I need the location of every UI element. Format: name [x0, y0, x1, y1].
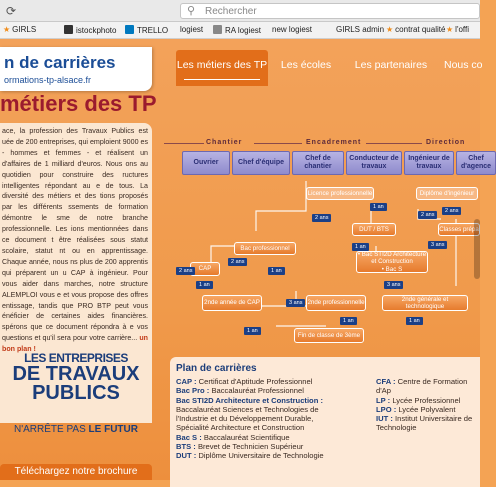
legend-entry — [176, 386, 334, 395]
nav-ecoles[interactable]: Les écoles — [280, 59, 332, 71]
box-2nde-pro[interactable]: 2nde professionnelle — [306, 295, 366, 311]
legend-entry — [176, 442, 334, 451]
legend-text: Baccalauréat Professionnel — [211, 386, 304, 396]
legend-text: Baccalauréat Sciences et Technologies de l'Industrie et du Développement Durable, Spécialité Architecture et Construction — [176, 404, 319, 433]
legend-text: Diplôme Universitaire de Technologie — [198, 451, 324, 461]
box-diplome-ingenieur[interactable]: Diplôme d'ingénieur — [416, 187, 478, 200]
logo-title: n de carrières — [4, 53, 116, 72]
intro-line: sme de notre branche professionnelle. Les — [2, 214, 148, 234]
legend-entry — [176, 396, 334, 433]
browser-toolbar — [0, 0, 480, 22]
legend-title: Plan de carrières — [176, 363, 257, 374]
bookmark-trello[interactable]: TRELLO — [125, 25, 168, 35]
header-direction: Direction — [426, 139, 466, 146]
box-classes-prepa[interactable]: Classes prépa — [438, 223, 480, 236]
intro-line: marches, notre structure ALEMPLOI vous — [2, 279, 148, 299]
intro-line: carrière... — [107, 334, 140, 343]
intro-line: ructures intelligentes répondant au — [2, 170, 148, 190]
intro-line: ions mentionnées dans ce document — [2, 225, 148, 245]
site-logo[interactable] — [0, 47, 152, 91]
career-diagram — [156, 91, 492, 343]
legend-text: Institut Universitaire de Technologie — [376, 414, 473, 433]
duration-badge: 1 an — [352, 243, 369, 251]
duration-badge: 1 an — [196, 281, 213, 289]
duration-badge: 2 ans — [228, 258, 247, 266]
duration-badge: 1 an — [340, 317, 357, 325]
legend-abbr: CAP : — [176, 377, 199, 386]
bookmarks-bar — [0, 22, 480, 39]
brand-line-3: PUBLICS — [32, 382, 120, 404]
legend-entry — [376, 414, 480, 433]
star-icon: ★ — [446, 25, 454, 34]
legend-entry — [176, 377, 334, 386]
legend-right-column — [376, 377, 480, 433]
intro-line: d'affaires de 1 milliard d'euros. Nous — [2, 159, 126, 168]
nav-metiers[interactable]: Les métiers des TP — [176, 50, 268, 86]
job-chef-equipe[interactable]: Chef d'équipe — [232, 151, 290, 175]
legend-abbr: IUT : — [376, 414, 395, 424]
bookmark-ra-logiest[interactable]: RA logiest — [213, 25, 261, 35]
box-2nde-cap[interactable]: 2nde année de CAP — [202, 295, 262, 311]
download-brochure-button[interactable]: Téléchargez notre brochure — [0, 464, 152, 480]
page-title: métiers des TP — [0, 91, 157, 116]
legend-text: Baccalauréat Scientifique — [203, 432, 290, 442]
intro-line: u CAP à ingénieur. Pour vous aider dans — [2, 268, 148, 288]
duration-badge: 3 ans — [384, 281, 403, 289]
intro-line: spérons que ce document répondra à — [2, 323, 130, 332]
brand-slogan: N'ARRÊTE PAS LE FUTUR — [14, 424, 138, 435]
main-nav — [176, 50, 483, 86]
duration-badge: 1 an — [244, 327, 261, 335]
legend-abbr: BTS : — [176, 442, 198, 452]
box-licence-pro[interactable]: Licence professionnelle — [306, 187, 374, 200]
intro-line: ssements de formation démontre le — [2, 203, 148, 223]
legend-entry — [376, 405, 480, 414]
intro-line: ons au quotidien pour construire des — [2, 159, 148, 179]
career-legend — [170, 357, 480, 487]
duration-badge: 1 an — [406, 317, 423, 325]
intro-highlight: un bon plan ! — [2, 334, 148, 354]
intro-text — [2, 126, 148, 355]
intro-line: t être réalisées sous statut scolaire, statut — [2, 236, 148, 255]
intro-line: e et vous propose des offres — [57, 290, 148, 299]
legend-left-column — [176, 377, 334, 461]
legend-entry — [376, 396, 480, 405]
job-conducteur-travaux[interactable]: Conducteur de travaux — [346, 151, 402, 175]
brand-line-1: LES ENTREPRISES — [24, 351, 128, 365]
duration-badge: 2 ans — [418, 211, 437, 219]
legend-text: Centre de Formation d'Ap — [376, 377, 468, 396]
legend-abbr: LP : — [376, 395, 393, 405]
intro-line: uée de 200 entreprises, qui emploient 9000 — [2, 137, 141, 146]
duration-badge: 2 ans — [312, 214, 331, 222]
page-content — [0, 39, 492, 480]
brand-line-2: DE TRAVAUX — [12, 363, 140, 385]
search-icon: ⚲ — [187, 5, 196, 17]
intro-line: ace, la profession des Travaux Publics est — [2, 127, 148, 135]
bookmark-istockphoto[interactable]: istockphoto — [64, 25, 116, 35]
bookmark-girls-admin[interactable]: GIRLS admin — [336, 25, 385, 34]
page-icon — [213, 25, 222, 34]
intro-line: tions proposés par les différents — [2, 192, 148, 212]
intro-line: nt ou en apprentissage. Chaque année, nous — [2, 246, 148, 266]
intro-line: es - hommes et femmes - et réalisent un — [2, 137, 148, 157]
duration-badge: 3 ans — [428, 241, 447, 249]
nav-contact[interactable]: Nous co — [444, 59, 483, 71]
bookmark-contrat-qualite[interactable]: ★ contrat qualité — [386, 25, 446, 34]
box-cap[interactable]: CAP — [190, 262, 220, 276]
bookmark-girls[interactable]: ★ GIRLS — [3, 25, 37, 34]
header-chantier: Chantier — [206, 139, 243, 146]
job-chef-chantier[interactable]: Chef de chantier — [292, 151, 344, 175]
logo-url: ormations-tp-alsace.fr — [4, 75, 92, 85]
legend-text: Certificat d'Aptitude Professionnel — [198, 377, 313, 386]
duration-badge: 2 ans — [442, 207, 461, 215]
legend-entry — [376, 377, 480, 396]
legend-abbr: Bac STI2D Architecture et Construction : — [176, 395, 323, 405]
nav-partenaires[interactable]: Les partenaires — [354, 59, 428, 71]
intro-line: e de tous. La diversité des métiers et des — [2, 181, 148, 201]
box-dut-bts[interactable]: DUT / BTS — [352, 223, 396, 236]
legend-text: Lycée Professionnel — [392, 395, 461, 405]
job-ingenieur-travaux[interactable]: Ingénieur de travaux — [404, 151, 454, 175]
scrollbar-thumb[interactable] — [474, 219, 480, 279]
intro-line: ns plus de 200 apprentis qui préparent un — [2, 257, 148, 277]
legend-abbr: LPO : — [376, 404, 399, 414]
box-2nde-generale[interactable]: 2nde générale et technologique — [382, 295, 468, 311]
intro-line: énéficier de certaines aides financières. — [2, 312, 148, 321]
star-icon: ★ — [386, 25, 394, 34]
job-chef-agence[interactable]: Chef d'agence — [456, 151, 496, 175]
box-bac-sti2d[interactable]: • Bac STI2D Architecture et Construction • Bac S — [357, 250, 427, 273]
bookmark-new-logiest[interactable]: new logiest — [272, 25, 313, 34]
istock-icon — [64, 25, 73, 34]
duration-badge: 3 ans — [286, 299, 305, 307]
browser-search-input[interactable] — [180, 3, 480, 19]
legend-abbr: CFA : — [376, 377, 398, 386]
intro-line: e vos questions et qu'il sera pour votre — [2, 323, 148, 343]
job-ouvrier[interactable]: Ouvrier — [182, 151, 230, 175]
reload-icon[interactable]: ⟳ — [6, 4, 17, 18]
legend-abbr: DUT : — [176, 451, 199, 461]
trello-icon — [125, 25, 134, 34]
bookmark-offi[interactable]: ★ l'offi — [446, 25, 470, 34]
legend-text: Lycée Polyvalent — [398, 404, 456, 414]
legend-abbr: Bac S : — [176, 432, 204, 442]
box-bac-pro[interactable]: Bac professionnel — [234, 242, 296, 255]
bookmark-logiest[interactable]: logiest — [180, 25, 204, 34]
duration-badge: 1 an — [268, 267, 285, 275]
star-icon: ★ — [3, 25, 11, 34]
header-encadrement: Encadrement — [306, 139, 362, 146]
intro-line: entissage, tandis que PRO BTP peut vous — [2, 301, 148, 310]
legend-entry — [176, 451, 334, 460]
search-placeholder: Rechercher — [205, 6, 257, 17]
legend-text: Brevet de Technicien Supérieur — [197, 442, 304, 452]
box-fin-3eme[interactable]: Fin de classe de 3ème — [294, 328, 364, 343]
duration-badge: 1 an — [370, 203, 387, 211]
legend-abbr: Bac Pro : — [176, 386, 212, 396]
legend-entry — [176, 433, 334, 442]
brand-logo — [0, 351, 152, 403]
duration-badge: 2 ans — [176, 267, 195, 275]
